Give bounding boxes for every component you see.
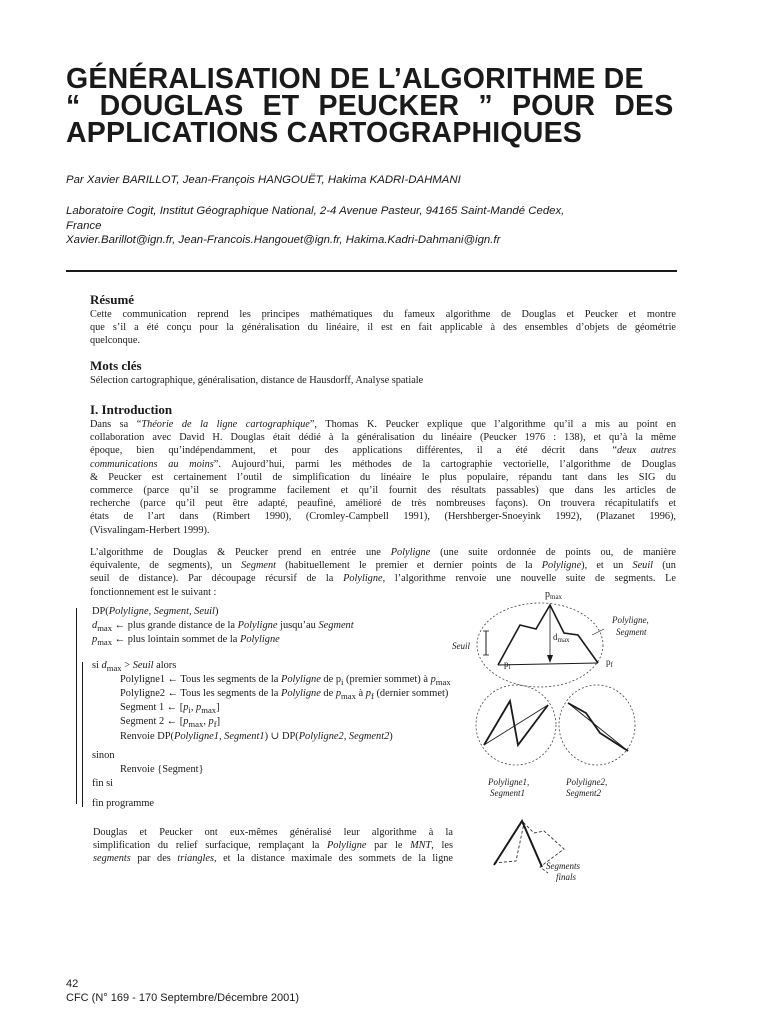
polyline1	[484, 701, 548, 745]
keywords-text: Sélection cartographique, généralisation, distance de Hausdorff, Analyse spatiale	[90, 375, 424, 386]
para2-line: équivalente, de segments), un Segment (habituellement le premier et dernier points de la Polyligne), et un Seuil (un	[90, 560, 676, 572]
intro-line: (Visvalingam-Herbert 1999).	[90, 524, 210, 536]
page-number: 42	[66, 978, 79, 990]
code-line: Segment 1 ← [$p_i$, $p_{max}$]	[120, 702, 220, 716]
caption1-line1: Polyligne1,	[488, 777, 530, 787]
segment2	[568, 703, 628, 751]
authors: Par Xavier BARILLOT, Jean-François HANGOUËT, Hakima KADRI-DAHMANI	[66, 174, 461, 186]
page-footer	[66, 978, 299, 1005]
code-line: $d_{max}$ ← plus grande distance de la Polyligne jusqu’au Segment	[92, 620, 354, 634]
resume-line: que s’il a été conçu pour la généralisation du linéaire, il est en fait applicable à des ensembles d’objets de géométrie	[90, 322, 676, 334]
resume-line: quelconque.	[90, 335, 141, 347]
paper-title	[66, 63, 706, 149]
douglas-peucker-diagram	[440, 585, 690, 895]
resume-heading: Résumé	[90, 292, 135, 307]
affiliation-line-2: France	[66, 219, 102, 232]
para2-line: L’algorithme de Douglas & Peucker prend en entrée une Polyligne (une suite ordonnée de points ou, de manière	[90, 547, 676, 558]
segment-label: Segment	[616, 627, 647, 637]
intro-line: commerce (parce qu’il se programme facilement et qu’il fournit des résultats passables) que dans les articles de	[90, 485, 676, 497]
para3-line: segments par des triangles, et la distance maximale des sommets de la ligne	[93, 853, 453, 865]
intro-line: recherche (parce qu’il peut être adapté, peaufiné, amélioré de très nombreuses façons). On trouvera récapitulatifs et	[90, 498, 676, 510]
pf-label: $p_f$	[606, 657, 613, 669]
code-line: sinon	[92, 750, 115, 761]
final-segments	[494, 821, 542, 867]
caption2-line2: Segment2	[566, 788, 601, 798]
intro-line: communications au moins”. Aujourd’hui, parmi les méthodes de la cartographie vectorielle, l’algorithme de Douglas	[90, 458, 677, 470]
resume-line: Cette communication reprend les principes mathématiques du fameux algorithme de Douglas et Peucker et montre	[90, 309, 676, 320]
para2-line: seuil de distance). Par découpage récursif de la Polyligne, l’algorithme renvoie une nouvelle suite de segments. Le	[90, 573, 676, 585]
caption1-line2: Segment1	[490, 788, 525, 798]
code-line: Renvoie {Segment}	[120, 764, 204, 775]
caption2-line1: Polyligne2,	[566, 777, 608, 787]
initial-segment	[498, 663, 598, 665]
code-line: Renvoie DP(Polyligne1, Segment1) ∪ DP(Polyligne2, Segment2)	[120, 731, 393, 742]
intro-line: & Peucker est certainement l’outil de simplification du linéaire le plus populaire, répandu tant dans les SIG du	[90, 471, 676, 483]
pi-label: $p_i$	[504, 659, 511, 671]
code-line: fin programme	[92, 798, 155, 809]
code-line: fin si	[92, 778, 114, 789]
para3-line: simplification du relief surfacique, remplaçant la Polyligne par le MNT, les	[93, 840, 453, 852]
code-bracket-outer	[76, 608, 77, 804]
code-line: si $d_{max}$ > Seuil alors	[92, 660, 177, 674]
affiliation-emails: Xavier.Barillot@ign.fr, Jean-Francois.Hangouet@ign.fr, Hakima.Kadri-Dahmani@ign.fr	[66, 234, 501, 247]
journal-reference: CFC (N° 169 - 170 Septembre/Décembre 2001)	[66, 991, 300, 1004]
title-line-3: APPLICATIONS CARTOGRAPHIQUES	[66, 117, 582, 149]
affiliation	[66, 204, 666, 248]
para2-line: fonctionnement est le suivant :	[90, 586, 217, 598]
final-label-line2: finals	[556, 872, 577, 882]
top-ellipse	[477, 603, 603, 687]
code-line: Segment 2 ← [$p_{max}$, $p_f$]	[120, 716, 221, 730]
intro-line: Dans sa “Théorie de la ligne cartographique”, Thomas K. Peucker explique que l’algorithme qu’il a mis au point en	[90, 419, 676, 430]
keywords-heading: Mots clés	[90, 358, 142, 373]
final-label-line1: Segments	[546, 861, 580, 871]
header-rule	[66, 270, 677, 272]
introduction-heading: I. Introduction	[90, 402, 173, 417]
intro-line: collaboration avec David H. Douglas était dédié à la généralisation du linéaire (Peucker 1976 : 138), et qu’à la même	[90, 432, 676, 444]
seuil-label: Seuil	[452, 641, 470, 651]
code-line: $p_{max}$ ← plus lointain sommet de la Polyligne	[92, 634, 280, 648]
pmax-label: $p_{max}$	[545, 589, 563, 601]
dmax-label: $d_{max}$	[553, 632, 570, 644]
relief-paragraph	[93, 826, 453, 866]
intro-line: états de l’art dans (Rimbert 1990), (Cromley-Campbell 1991), (Hershberger-Snoeyink 1992), (Plazanet 1996),	[90, 511, 676, 523]
code-line: Polyligne1 ← Tous les segments de la Polyligne de $p_i$ (premier sommet) à $p_{max}$	[120, 674, 451, 688]
title-line-1: GÉNÉRALISATION DE L’ALGORITHME DE	[66, 63, 644, 95]
right-ellipse	[559, 685, 635, 765]
resume-text	[90, 308, 676, 348]
polyligne-label: Polyligne,	[612, 615, 649, 625]
para3-line: Douglas et Peucker ont eux-mêmes généralisé leur algorithme à la	[93, 827, 453, 838]
intro-line: époque, bien qu’indépendamment, et pour des applications différentes, il a été décrit dans “deux autres	[90, 445, 676, 457]
leader-poly	[592, 629, 604, 635]
code-line: DP(Polyligne, Segment, Seuil)	[92, 606, 219, 617]
dmax-arrowhead	[547, 655, 553, 663]
code-bracket-inner	[82, 662, 83, 807]
code-line: Polyligne2 ← Tous les segments de la Polyligne de $p_{max}$ à $p_f$ (dernier sommet)	[120, 688, 449, 702]
introduction-text	[90, 418, 676, 537]
title-line-2: “ DOUGLAS ET PEUCKER ” POUR DES	[66, 90, 674, 122]
affiliation-line-1: Laboratoire Cogit, Institut Géographique National, 2-4 Avenue Pasteur, 94165 Saint-Mandé Cedex,	[66, 205, 565, 217]
